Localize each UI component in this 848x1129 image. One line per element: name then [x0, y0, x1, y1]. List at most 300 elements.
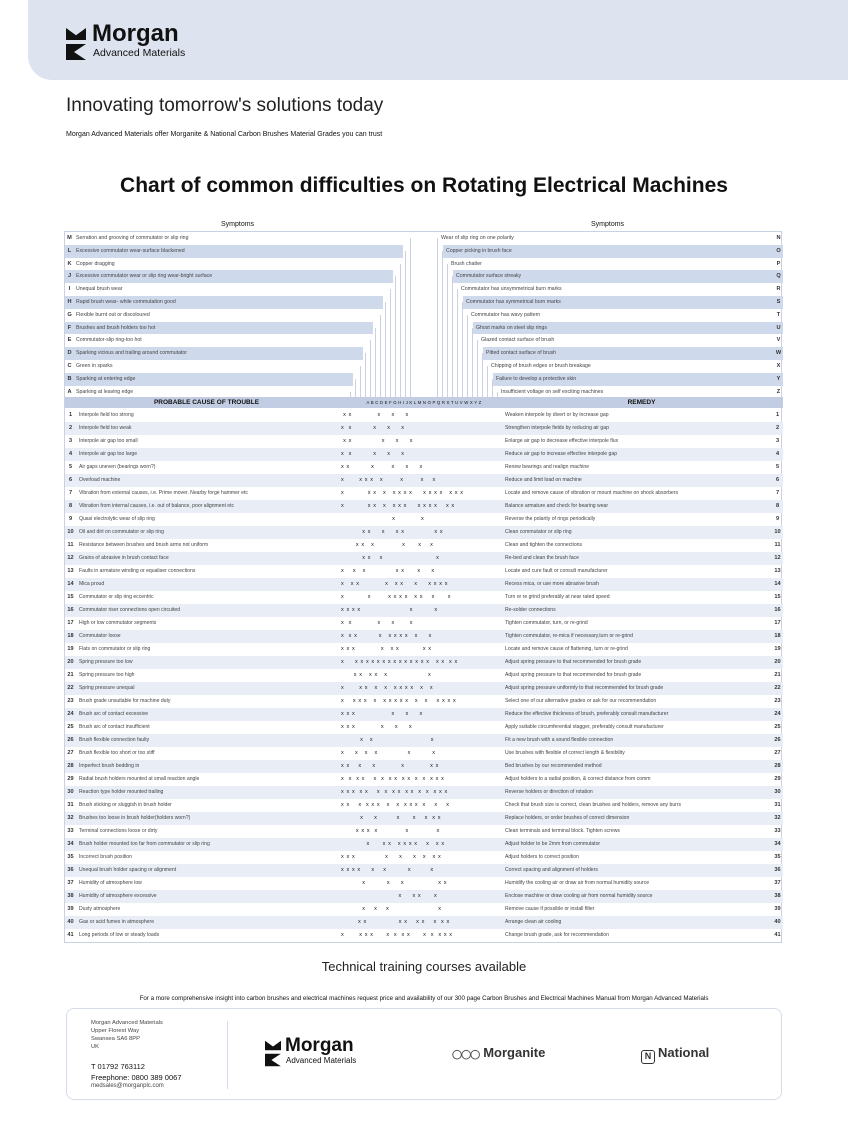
remedy-text: Remove cause if possible or install filter	[505, 906, 595, 912]
symptom-text: Wear of slip ring on one polarity	[441, 235, 514, 241]
symptom-left	[65, 347, 363, 360]
cause-text: Brushes too loose in brush holder(holders worn?)	[79, 815, 191, 821]
page-title: Chart of common difficulties on Rotating Electrical Machines	[120, 174, 728, 197]
row-number: 4	[68, 451, 73, 457]
contact-phones	[91, 1061, 182, 1083]
cause-text: Vibration from internal causes, i.e. out of balance, poor alignment etc	[79, 503, 235, 509]
row-number: 16	[774, 607, 781, 613]
cause-text: Spring pressure too high	[79, 672, 135, 678]
row-number: 26	[67, 737, 74, 743]
symptom-marks: x x x x x x	[341, 711, 423, 717]
symptom-leader	[385, 302, 386, 397]
row-number: 26	[774, 737, 781, 743]
symptom-marks: x x x x x	[341, 412, 409, 418]
row-number: 34	[774, 841, 781, 847]
symptom-text: Pitted contact surface of brush	[486, 350, 557, 357]
cause-text: Interpole air gap too small	[79, 438, 138, 444]
symptom-leader	[380, 315, 381, 397]
cause-text: Flats on commutator or slip ring	[79, 646, 151, 652]
symptom-code: W	[775, 350, 782, 357]
symptom-left	[65, 322, 373, 335]
cause-text: Reaction type holder mounted trailing	[79, 789, 164, 795]
freephone: Freephone: 0800 389 0067	[91, 1073, 182, 1082]
email-link[interactable]: medsales@morganplc.com	[91, 1083, 164, 1089]
symptom-code: J	[67, 273, 72, 280]
symptom-text: Sparking vicious and trailing around commutator	[76, 350, 188, 357]
row-number: 40	[67, 919, 74, 925]
remedy-text: Tighten commutator, re-mica if necessary,turn or re-grind	[505, 633, 633, 639]
symptom-code: U	[776, 324, 781, 331]
symptom-marks: x x x x x x x x x x x x x x x x x x x	[341, 659, 458, 665]
remedy-text: Strengthen interpole fields by reducing air gap	[505, 425, 609, 431]
row-number: 4	[775, 451, 780, 457]
row-number: 3	[68, 438, 73, 444]
row-number: 19	[774, 646, 781, 652]
symptom-text: Copper picking in brush face	[446, 247, 512, 254]
symptom-text: Ghost marks on steel slip rings	[476, 324, 547, 331]
table-row	[65, 812, 783, 825]
symptom-left	[65, 373, 353, 386]
row-number: 31	[774, 802, 781, 808]
telephone: T 01792 763112	[91, 1062, 145, 1071]
row-number: 37	[774, 880, 781, 886]
cause-text: Gas or acid fumes in atmosphere	[79, 919, 155, 925]
remedy-text: Re-bed and clean the brush face	[505, 555, 579, 561]
symptom-marks: x x	[341, 516, 425, 522]
row-number: 1	[775, 412, 780, 418]
symptom-text: Commutator has unsymmetrical burn marks	[461, 286, 562, 293]
cause-text: Grains of abrasive in brush contact face	[79, 555, 169, 561]
remedy-text: Enlarge air gap to decrease effective interpole flux	[505, 438, 619, 444]
symptom-left	[65, 360, 358, 373]
address-line: UK	[91, 1044, 100, 1050]
remedy-text: Adjust spring pressure uniformly to that recommended for brush grade	[505, 685, 664, 691]
symptom-leader	[457, 289, 458, 397]
symptom-marks: x x x x x x x x	[341, 646, 432, 652]
remedy-text: Adjust spring pressure to that recommended for brush grade	[505, 672, 642, 678]
cause-text: Incorrect brush position	[79, 854, 132, 860]
table-row	[65, 890, 783, 903]
symptom-code: T	[776, 311, 781, 318]
symptom-marks: x x x x x	[341, 425, 405, 431]
column-letters: A B C D E F G H I J K L M N O P Q R S T U V W X Y Z	[366, 400, 482, 405]
symptom-code: M	[67, 235, 72, 241]
table-row	[65, 786, 783, 799]
table-row	[65, 578, 783, 591]
cause-text: Terminal connections loose or dirty	[79, 828, 158, 834]
table-row	[65, 656, 783, 669]
row-number: 21	[67, 672, 74, 678]
row-number: 23	[67, 698, 74, 704]
morganite-label: Morganite	[483, 1045, 546, 1060]
symptom-marks: x x x x	[341, 906, 442, 912]
remedy-text: Replace holders, or order brushes of correct dimension	[505, 815, 630, 821]
cause-text: Interpole air gap too large	[79, 451, 138, 457]
symptom-text: Commutator surface streaky	[456, 273, 522, 280]
table-row	[65, 643, 783, 656]
symptom-leader	[487, 366, 488, 397]
row-number: 21	[774, 672, 781, 678]
symptom-code: S	[776, 299, 781, 305]
remedy-text: Weaken interpole by divert or by increase gap	[505, 412, 609, 418]
symptom-marks: x x x x x x x x x x	[341, 841, 445, 847]
symptom-code: H	[67, 299, 72, 305]
cause-text: Spring pressure too low	[79, 659, 133, 665]
row-number: 36	[67, 867, 74, 873]
symptom-leader	[437, 238, 438, 397]
cause-text: Interpole field too strong	[79, 412, 134, 418]
symptom-text: Excessive commutator wear or slip ring wear-bright surface	[76, 273, 213, 280]
remedy-text: Fit a new brush with a sound flexible connection	[505, 737, 614, 743]
row-number: 29	[774, 776, 781, 782]
symptom-marks: x x x x x x x x	[341, 867, 434, 873]
symptom-left	[65, 309, 378, 322]
symptom-leader	[410, 238, 411, 397]
table-row	[65, 773, 783, 786]
row-number: 38	[774, 893, 781, 899]
symptom-leader	[482, 353, 483, 397]
table-row	[65, 721, 783, 734]
row-number: 24	[67, 711, 74, 717]
table-row	[65, 838, 783, 851]
symptom-marks: x x x x x x	[341, 607, 438, 613]
symptom-text: Sparking at leaving edge	[76, 388, 134, 395]
remedy-text: Renew bearings and realign machine	[505, 464, 590, 470]
footer-brand-name: Morgan	[285, 1035, 354, 1056]
row-number: 17	[67, 620, 74, 626]
cause-text: Brush flexible connection faulty	[79, 737, 150, 743]
symptom-leader	[492, 379, 493, 397]
row-number: 12	[774, 555, 781, 561]
footer	[66, 1008, 782, 1100]
symptom-marks: x x x x x x	[341, 464, 423, 470]
symptom-leader	[375, 328, 376, 397]
cause-text: Dusty atmosphere	[79, 906, 121, 912]
subtagline: Morgan Advanced Materials offer Morganite & National Carbon Brushes Material Grades you can trust	[66, 131, 383, 138]
symptom-right	[478, 334, 783, 347]
difficulty-chart	[64, 231, 782, 943]
row-number: 33	[67, 828, 74, 834]
symptom-text: Unequal brush wear	[76, 286, 123, 293]
cause-text: Interpole field too weak	[79, 425, 132, 431]
cause-text: Humidity of atmosphere low	[79, 880, 142, 886]
table-row	[65, 448, 783, 461]
table-row	[65, 877, 783, 890]
symptom-marks: x x x x	[341, 893, 438, 899]
symptom-leader	[370, 340, 371, 397]
row-number: 10	[774, 529, 781, 535]
symptom-marks: x x x x x	[341, 451, 405, 457]
table-row	[65, 487, 783, 500]
remedy-text: Reduce air gap to increase effective interpole gap	[505, 451, 618, 457]
symptom-text: Chipping of brush edges or brush breakage	[491, 363, 591, 369]
row-number: 18	[774, 633, 781, 639]
tagline: Innovating tomorrow's solutions today	[66, 95, 384, 116]
row-number: 15	[774, 594, 781, 600]
address-line: Swansea SA6 8PP	[91, 1036, 140, 1042]
symptom-marks: x x x x x	[341, 620, 414, 626]
row-number: 14	[67, 581, 74, 587]
symptom-marks: x x x x x x x x x x x x x x	[341, 802, 450, 808]
cause-text: Quasi electrolytic wear of slip ring	[79, 516, 155, 522]
symptom-code: L	[67, 247, 72, 254]
row-number: 35	[774, 854, 781, 860]
morganite-icon: ◯◯◯	[452, 1049, 480, 1059]
row-number: 10	[67, 529, 74, 535]
cause-text: Brush holder mounted too far from commutator or slip ring	[79, 841, 210, 847]
symptom-right	[463, 296, 783, 309]
row-number: 20	[67, 659, 74, 665]
table-row	[65, 903, 783, 916]
remedy-heading: REMEDY	[627, 399, 656, 406]
national-logo	[641, 1045, 709, 1064]
symptom-code: B	[67, 375, 72, 382]
row-number: 8	[775, 503, 780, 509]
row-number: 33	[774, 828, 781, 834]
row-number: 35	[67, 854, 74, 860]
symptom-leader	[400, 264, 401, 397]
symptom-text: Copper dragging	[76, 260, 115, 267]
symptom-marks: x x x x x x x x x x x	[341, 581, 449, 587]
row-number: 28	[67, 763, 74, 769]
remedy-text: Reduce the effective thickness of brush, preferably consult manufacturer	[505, 711, 669, 717]
table-row	[65, 630, 783, 643]
table-row	[65, 604, 783, 617]
row-number: 13	[67, 568, 74, 574]
brand-sub: Advanced Materials	[93, 47, 186, 59]
cause-text: Commutator or slip ring eccentric	[79, 594, 154, 600]
symptom-right	[448, 258, 783, 271]
cause-text: High or low commutator segments	[79, 620, 157, 626]
row-number: 12	[67, 555, 74, 561]
symptom-code: Y	[776, 375, 781, 382]
symptom-text: Brush chatter	[451, 260, 482, 267]
row-number: 3	[775, 438, 780, 444]
row-number: 5	[775, 464, 780, 470]
cause-text: Brush arc of contact excessive	[79, 711, 149, 717]
address-line: Morgan Advanced Materials	[91, 1020, 163, 1026]
cause-text: Brush grade unsuitable for machine duty	[79, 698, 171, 704]
symptom-marks: x x x x x x x	[341, 529, 444, 535]
row-number: 29	[67, 776, 74, 782]
symptom-text: Commutator-slip ring-too hot	[76, 337, 142, 344]
symptom-text: Glazed contact surface of brush	[481, 337, 555, 344]
row-number: 22	[67, 685, 74, 691]
cause-text: Commutator riser connections open circuited	[79, 607, 181, 613]
symptom-code: G	[67, 311, 72, 318]
table-row	[65, 435, 783, 448]
remedy-text: Clean terminals and terminal block. Tighten screws	[505, 828, 620, 834]
table-row	[65, 799, 783, 812]
symptom-marks: x x x x x x x	[341, 815, 442, 821]
symptom-marks: x x x x x x x x x	[341, 919, 450, 925]
row-number: 6	[68, 477, 73, 483]
symptom-code: C	[67, 363, 72, 369]
symptom-right	[438, 232, 783, 245]
symptom-marks: x x x x x x x x x	[341, 854, 442, 860]
row-number: 41	[774, 932, 781, 938]
table-row	[65, 591, 783, 604]
symptom-marks: x x x x x x	[341, 724, 413, 730]
symptom-left	[65, 270, 393, 283]
table-row	[65, 760, 783, 773]
row-number: 5	[68, 464, 73, 470]
row-number: 36	[774, 867, 781, 873]
row-number: 32	[774, 815, 781, 821]
table-row	[65, 734, 783, 747]
table-row	[65, 695, 783, 708]
remedy-text: Reverse the polarity of rings periodically	[505, 516, 596, 522]
remedy-text: Use brushes with flexible of correct length & flexibility	[505, 750, 625, 756]
row-number: 18	[67, 633, 74, 639]
symptom-marks: x x x x x x x	[341, 568, 435, 574]
symptom-leader	[405, 251, 406, 397]
symptom-marks: x x x x x x	[341, 828, 440, 834]
row-number: 24	[774, 711, 781, 717]
remedy-text: Reduce and limit load on machine	[505, 477, 582, 483]
symptom-marks: x x x x x x x x x x x x x x x x	[341, 698, 457, 704]
row-number: 7	[775, 490, 780, 496]
symptom-text: Commutator has symmetrical burn marks	[466, 299, 561, 305]
remedy-text: Locate and remove cause of vibration or mount machine on shock absorbers	[505, 490, 679, 496]
cause-text: Faults in armature winding or equaliser connections	[79, 568, 196, 574]
row-number: 8	[68, 503, 73, 509]
symptom-leader	[390, 289, 391, 397]
row-number: 9	[68, 516, 73, 522]
table-row	[65, 682, 783, 695]
row-number: 16	[67, 607, 74, 613]
symptom-text: Excessive commutator wear-surface blackened	[76, 247, 185, 254]
table-row	[65, 708, 783, 721]
row-number: 9	[775, 516, 780, 522]
symptom-marks: x x x x x x x x x x	[341, 633, 432, 639]
symptom-code: Q	[776, 273, 781, 280]
symptom-leader	[462, 302, 463, 397]
morgan-logo-icon	[265, 1036, 281, 1068]
symptom-text: Sparking at entering edge	[76, 375, 136, 382]
symptom-marks: x x x x	[341, 555, 440, 561]
table-row	[65, 617, 783, 630]
remedy-text: Arrange clean air cooling	[505, 919, 562, 925]
symptom-left	[65, 334, 368, 347]
row-number: 25	[67, 724, 74, 730]
row-number: 14	[774, 581, 781, 587]
row-number: 27	[67, 750, 74, 756]
row-number: 37	[67, 880, 74, 886]
remedy-text: Bed brushes by our recommended method	[505, 763, 602, 769]
cause-text: Brush sticking or sluggish in brush holder	[79, 802, 172, 808]
row-number: 17	[774, 620, 781, 626]
symptom-left	[65, 296, 383, 309]
symptoms-right-heading: Symptoms	[591, 221, 625, 228]
symptom-code: Z	[776, 388, 781, 395]
symptom-code: O	[776, 247, 781, 254]
table-row	[65, 565, 783, 578]
divider	[227, 1021, 228, 1089]
symptom-code: F	[67, 324, 72, 331]
symptom-text: Serration and grooving of commutator or slip ring	[76, 235, 189, 241]
remedy-text: Turn or re grind preferably at near rated speed	[505, 594, 610, 600]
symptom-marks: x x x x x x	[341, 750, 436, 756]
symptom-right	[443, 245, 783, 258]
address-line: Upper Florest Way	[91, 1028, 140, 1034]
cause-text: Vibration from external causes, i.e. Prime mover. Nearby forge hammer etc	[79, 490, 248, 496]
cause-text: Long periods of low or steady loads	[79, 932, 160, 938]
symptom-leader	[360, 366, 361, 397]
symptom-leader	[395, 276, 396, 397]
symptom-leader	[477, 340, 478, 397]
remedy-text: Adjust holder to be 2mm from commutator	[505, 841, 601, 847]
symptom-left	[65, 245, 403, 258]
symptom-right	[453, 270, 783, 283]
table-row	[65, 422, 783, 435]
row-number: 11	[774, 542, 781, 548]
symptom-leader	[452, 276, 453, 397]
row-number: 19	[67, 646, 74, 652]
remedy-text: Check that brush size is correct, clean brushes and holders, remove any burrs	[505, 802, 682, 808]
symptom-code: P	[776, 260, 781, 267]
symptom-right	[483, 347, 783, 360]
row-number: 23	[774, 698, 781, 704]
symptom-right	[493, 373, 783, 386]
symptom-code: E	[67, 337, 72, 344]
table-row	[65, 526, 783, 539]
brand-name: Morgan	[92, 20, 179, 47]
remedy-text: Clean and tighten the connections	[505, 542, 583, 548]
remedy-text: Locate and cure fault or consult manufacturer	[505, 568, 608, 574]
remedy-text: Select one of our alternative grades or ask for our recommendation	[505, 698, 657, 704]
row-number: 2	[68, 425, 73, 431]
symptom-leader	[365, 353, 366, 397]
remedy-text: Change brush grade, ask for recommendation	[505, 932, 609, 938]
symptom-marks: x x x	[341, 737, 435, 743]
table-row	[65, 539, 783, 552]
symptom-text: Rapid brush wear- while commutation good	[76, 299, 176, 305]
symptom-marks: x x x x x x x x x x x x x x x	[341, 776, 445, 782]
symptom-marks: x x x x x x	[341, 542, 434, 548]
row-number: 41	[67, 932, 74, 938]
symptom-leader	[442, 251, 443, 397]
cause-text: Spring pressure unequal	[79, 685, 135, 691]
table-row	[65, 409, 783, 422]
cause-text: Radial brush holders mounted at small reaction angle	[79, 776, 200, 782]
row-number: 38	[67, 893, 74, 899]
cause-text: Imperfect brush bedding in	[79, 763, 140, 769]
symptom-marks: x x x x x x	[341, 672, 432, 678]
cause-text: Resistance between brushes and brush arms not uniform	[79, 542, 209, 548]
cause-text: Brush flexible too short or too stiff	[79, 750, 155, 756]
symptom-code: V	[776, 337, 781, 344]
row-number: 11	[67, 542, 74, 548]
symptom-right	[468, 309, 783, 322]
remedy-text: Adjust holders to correct position	[505, 854, 579, 860]
symptom-leader	[355, 379, 356, 397]
symptom-text: Failure to develop a protective skin	[496, 375, 577, 382]
symptom-code: I	[68, 286, 71, 293]
symptom-marks: x x x x x x x	[341, 763, 439, 769]
remedy-text: Adjust holders to a radial position, & correct distance from comm	[505, 776, 651, 782]
remedy-text: Recess mica, or use more abrasive brush	[505, 581, 599, 587]
symptom-left	[65, 232, 408, 245]
cause-text: Brush arc of contact insufficient	[79, 724, 150, 730]
symptom-right	[473, 322, 783, 335]
symptom-left	[65, 283, 388, 296]
cause-text: Oil and dirt on commutator or slip ring	[79, 529, 164, 535]
remedy-text: Locate and remove cause of flattening, turn or re-grind	[505, 646, 628, 652]
symptom-right	[458, 283, 783, 296]
cause-text: Air gaps uneven (bearings worn?)	[79, 464, 156, 470]
national-label: National	[658, 1045, 710, 1060]
